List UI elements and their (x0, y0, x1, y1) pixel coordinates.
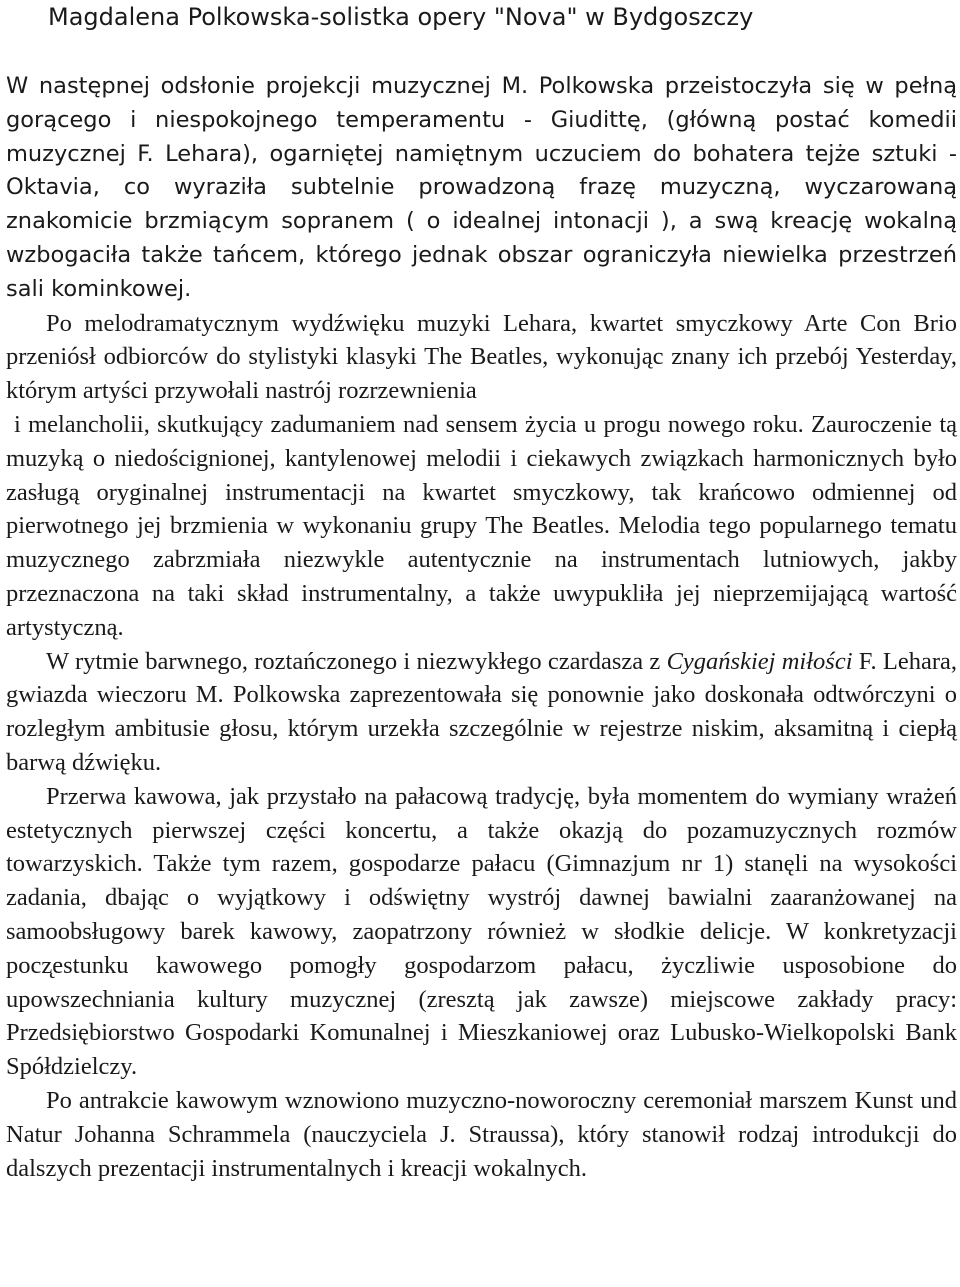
paragraph-3-text-b: F. Lehara, gwiazda wieczoru M. Polkowska zaprezentowała się ponownie jako doskonała odtwórczyni o rozległym ambitusie głosu, którym urzekła szczególnie w rejestrze niskim, aksamitną i ciepłą barwą dźwięku. (6, 647, 958, 776)
paragraph-5: Po antrakcie kawowym wznowiono muzyczno-noworoczny ceremoniał marszem Kunst und Natur Johanna Schrammela (nauczyciela J. Straussa), który stanowił rodzaj introdukcji do dalszych prezentacji instrumentalnych i kreacji wokalnych. (6, 1086, 957, 1182)
paragraph-3-text-a: W rytmie barwnego, roztańczonego i niezwykłego czardasza z (46, 647, 667, 675)
paragraph-1: W następnej odsłonie projekcji muzycznej M. Polkowska przeistoczyła się w pełną gorącego i niespokojnego temperamentu - Giudittę, (główną postać komedii muzycznej F. Lehara), ogarniętej namiętnym uczuciem do bohatera tejże sztuki - Oktavia, co wyraziła subtelnie prowadzoną frazę muzyczną, wyczarowaną znakomicie brzmiącym sopranem ( o idealnej intonacji ), a swą kreację wokalną wzbogaciła także tańcem, którego jednak obszar ograniczyła niewielka przestrzeń sali kominkowej. (6, 73, 957, 302)
article-body (6, 70, 957, 1185)
paragraph-3 (6, 645, 957, 780)
document-title: Magdalena Polkowska-solistka opery "Nova" w Bydgoszczy (48, 3, 754, 31)
paragraph-2-continued: i melancholii, skutkujący zadumaniem nad sensem życia u progu nowego roku. Zauroczenie tą muzyką o niedoścignionej, kantylenowej melodii i ciekawych związkach harmonicznych było zasługą oryginalnej instrumentacji na kwartet smyczkowy, tak krańcowo odmiennej od pierwotnego jej brzmienia w wykonaniu grupy The Beatles. Melodia tego popularnego tematu muzycznego zabrzmiała niezwykle autentycznie na instrumentach lutniowych, jakby przeznaczona na taki skład instrumentalny, a także uwypukliła jej nieprzemijającą wartość artystyczną. (6, 410, 957, 641)
paragraph-4: Przerwa kawowa, jak przystało na pałacową tradycję, była momentem do wymiany wrażeń estetycznych pierwszej części koncertu, a także okazją do pozamuzycznych rozmów towarzyskich. Także tym razem, gospodarze pałacu (Gimnazjum nr 1) stanęli na wysokości zadania, dbając o wyjątkowy i odświętny wystrój dawnej bawialni zaaranżowanej na samoobsługowy barek kawowy, zaopatrzony również w słodkie delicje. W konkretyzacji pocz̨estunku kawowego pomogły gospodarzom pałacu, życzliwie usposobione do upowszechniania kultury muzycznej (zresztą jak zawsze) miejscowe zakłady pracy: Przedsiębiorstwo Gospodarki Komunalnej i Mieszkaniowej oraz Lubusko-Wielkopolski Bank Spółdzielczy. (6, 782, 957, 1081)
paragraph-2-start: Po melodramatycznym wydźwięku muzyki Lehara, kwartet smyczkowy Arte Con Brio przeniósł odbiorców do stylistyki klasyki The Beatles, wykonując znany ich przebój Yesterday, którym artyści przywołali nastrój rozrzewnienia (6, 309, 957, 405)
operetta-title-italic: Cygańskiej miłości (666, 647, 853, 675)
